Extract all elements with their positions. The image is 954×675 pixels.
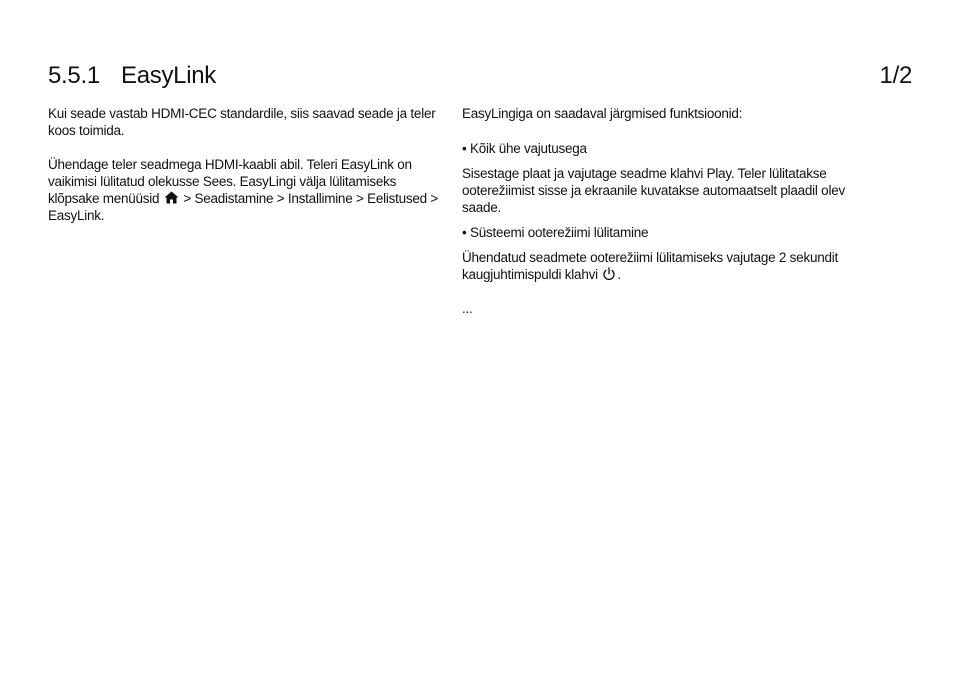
page-indicator: 1/2 (879, 62, 912, 89)
intro-paragraph: Kui seade vastab HDMI-CEC standardile, siis saavad seade ja teler koos toimida. (48, 106, 436, 138)
features-intro: EasyLingiga on saadaval järgmised funktsioonid: (462, 106, 743, 121)
connection-paragraph (48, 156, 440, 224)
bullet-one-touch-text: Sisestage plaat ja vajutage seadme klahvi Play. Teler lülitatakse ooterežiimist sisse ja ekraanile kuvatakse automaatselt plaadil olev saade. (462, 166, 845, 215)
right-column (462, 105, 852, 317)
bullet-standby: • Süsteemi ooterežiimi lülitamine (462, 225, 649, 240)
continuation-ellipsis: ... (462, 301, 473, 316)
left-column (48, 105, 440, 224)
power-icon (602, 267, 616, 281)
menu-path-text: > Seadistamine > Installimine > Eelistused > EasyLink. (48, 191, 439, 223)
section-title: EasyLink (121, 62, 216, 89)
connection-text: Ühendage teler seadmega HDMI-kaabli abil. Teleri EasyLink on vaikimisi lülitatud olekusse Sees. EasyLingi välja lülitamiseks klõpsake menüüsid (48, 157, 412, 206)
page-header (48, 60, 912, 94)
bullet-standby-text (462, 249, 852, 283)
standby-text-end: . (617, 267, 621, 282)
section-number: 5.5.1 (48, 62, 100, 89)
bullet-one-touch: • Kõik ühe vajutusega (462, 141, 587, 156)
home-icon (164, 191, 179, 204)
standby-text: Ühendatud seadmete ooterežiimi lülitamiseks vajutage 2 sekundit kaugjuhtimispuldi klahvi (462, 250, 838, 282)
